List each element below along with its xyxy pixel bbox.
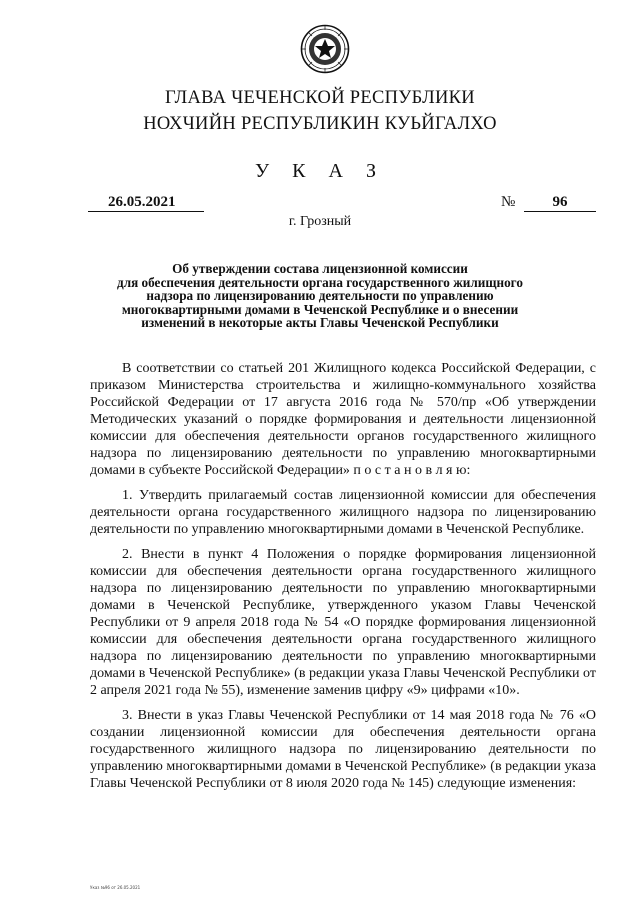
footer-code: Указ №96 от 26.05.2021: [90, 885, 141, 890]
document-number: 96: [524, 194, 596, 212]
authority-name-russian: ГЛАВА ЧЕЧЕНСКОЙ РЕСПУБЛИКИ: [165, 88, 475, 108]
document-body: [90, 360, 596, 800]
preamble-paragraph: В соответствии со статьей 201 Жилищного кодекса Российской Федерации, с приказом Министерства строительства и жилищно-коммунального хозяйства Российской Федерации от 17 августа 2016 года № 570/пр «Об утверждении Методических указаний о порядке формирования и деятельности лицензионной комиссии для обеспечения деятельности органов государственного жилищного надзора по лицензированию деятельности по управлению многоквартирными домами в субъекте Российской Федерации» п о с т а н о в л я ю:: [90, 361, 596, 478]
coat-of-arms-emblem: [300, 24, 350, 74]
title-line: многоквартирными домами в Чеченской Республике и о внесении: [121, 301, 519, 317]
title-line: изменений в некоторые акты Главы Чеченской Республики: [141, 315, 499, 331]
title-line: Об утверждении состава лицензионной комиссии: [172, 261, 468, 276]
clause-1-paragraph: 1. Утвердить прилагаемый состав лицензионной комиссии для обеспечения деятельности органа государственного жилищного надзора по лицензированию деятельности по управлению многоквартирными домами в Чеченской Республике.: [90, 488, 596, 537]
document-title: [90, 262, 550, 330]
clause-2-paragraph: 2. Внести в пункт 4 Положения о порядке формирования лицензионной комиссии для обеспечения деятельности органа государственного жилищного надзора по лицензированию деятельности по управлению многоквартирными домами в Чеченской Республике, утвержденного указом Главы Чеченской Республики от 9 апреля 2018 года № 54 «О порядке формирования лицензионной комиссии для обеспечения деятельности органа государственного жилищного надзора по лицензированию деятельности по управлению многоквартирными домами в Чеченской Республике» (в редакции указа Главы Чеченской Республики от 2 апреля 2021 года № 55), изменение заменив цифру «9» цифрами «10».: [90, 547, 596, 698]
city: г. Грозный: [288, 214, 352, 229]
document-date: 26.05.2021: [88, 194, 204, 212]
title-line: надзора по лицензированию деятельности по управлению: [146, 288, 494, 304]
title-line: для обеспечения деятельности органа государственного жилищного: [117, 274, 523, 290]
document-type: У К А З: [255, 160, 385, 182]
clause-3-paragraph: 3. Внести в указ Главы Чеченской Республики от 14 мая 2018 года № 76 «О создании лицензионной комиссии для обеспечения деятельности органа государственного жилищного надзора по лицензированию деятельности по управлению многоквартирными домами в Чеченской Республике» (в редакции указа Главы Чеченской Республики от 8 июля 2020 года № 145) следующие изменения:: [90, 708, 596, 791]
authority-name-chechen: НОХЧИЙН РЕСПУБЛИКИН КУЬЙГАЛХО: [143, 114, 497, 134]
number-sign: №: [501, 194, 516, 210]
